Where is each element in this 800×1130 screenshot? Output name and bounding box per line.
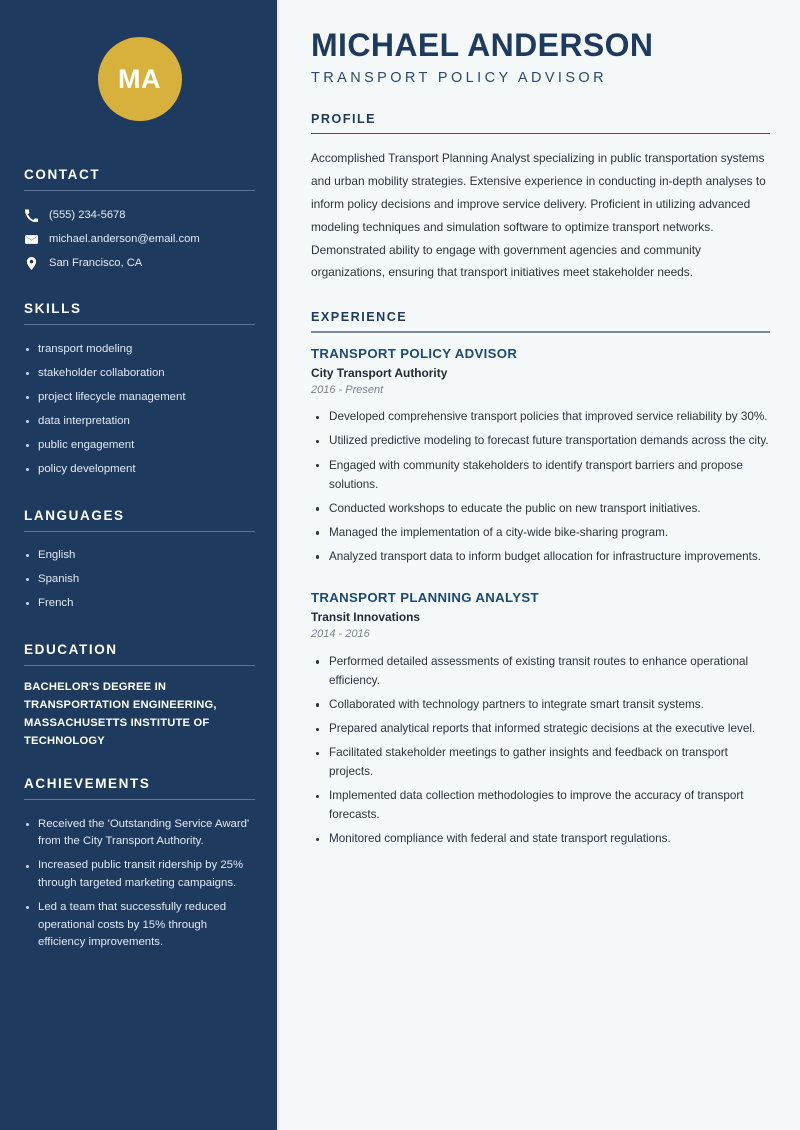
avatar: MA (98, 37, 182, 121)
job-dates: 2016 - Present (311, 383, 384, 396)
contact-item-email[interactable] (24, 227, 255, 251)
contact-item-phone[interactable] (24, 203, 255, 227)
page-title: MICHAEL ANDERSON (311, 27, 654, 63)
experience-entry (311, 346, 770, 568)
list-item: policy development (24, 458, 255, 482)
list-item: stakeholder collaboration (24, 361, 255, 385)
phone-icon (24, 209, 38, 222)
skills-divider (24, 324, 255, 325)
achievements-heading: ACHIEVEMENTS (24, 776, 151, 792)
job-bullets (311, 405, 770, 568)
list-item: Collaborated with technology partners to integrate smart transit systems. (311, 692, 770, 716)
list-item: data interpretation (24, 409, 255, 433)
job-company: Transit Innovations (311, 610, 421, 625)
list-item: English (24, 544, 255, 568)
list-item: Engaged with community stakeholders to identify transport barriers and propose solutions. (311, 453, 770, 496)
achievements-list (24, 812, 255, 955)
list-item: project lifecycle management (24, 385, 255, 409)
profile-text: Accomplished Transport Planning Analyst specializing in public transportation systems and urban mobility strategies. Extensive experience in conducting in-depth analyses to inform policy decisions and improve service delivery. Proficient in utilizing advanced modeling techniques and simulation software to optimize transport networks. Demonstrated ability to engage with government agencies and community organizations, ensuring that transport initiatives meet stakeholder needs. (311, 151, 766, 280)
profile-divider (311, 133, 770, 134)
list-item: Performed detailed assessments of existing transit routes to enhance operational efficiency. (311, 649, 770, 692)
headline-role: TRANSPORT POLICY ADVISOR (311, 69, 607, 86)
list-item: Developed comprehensive transport policies that improved service reliability by 30%. (311, 405, 770, 429)
education-heading: EDUCATION (24, 641, 118, 657)
contact-location-value: San Francisco, CA (49, 256, 143, 269)
languages-list (24, 544, 255, 616)
languages-section (24, 508, 255, 616)
skills-section (24, 301, 255, 481)
list-item: Received the 'Outstanding Service Award' from the City Transport Authority. (24, 812, 255, 854)
list-item: Monitored compliance with federal and state transport regulations. (311, 827, 770, 851)
list-item: French (24, 592, 255, 616)
avatar-wrap (24, 0, 255, 131)
skills-heading: SKILLS (24, 301, 82, 317)
job-company: City Transport Authority (311, 365, 448, 380)
contact-divider (24, 190, 255, 191)
job-title: TRANSPORT POLICY ADVISOR (311, 345, 518, 361)
list-item: Led a team that successfully reduced operational costs by 15% through efficiency improvements. (24, 896, 255, 955)
job-title: TRANSPORT PLANNING ANALYST (311, 590, 539, 606)
contact-section (24, 167, 255, 275)
list-item: Managed the implementation of a city-wide bike-sharing program. (311, 520, 770, 544)
contact-heading: CONTACT (24, 167, 101, 182)
experience-divider (311, 331, 770, 333)
sidebar (0, 0, 279, 1130)
envelope-icon (24, 233, 38, 246)
experience-heading: EXPERIENCE (311, 310, 408, 325)
job-bullets (311, 649, 770, 851)
education-degree: BACHELOR'S DEGREE IN TRANSPORTATION ENGINEERING, MASSACHUSETTS INSTITUTE OF TECHNOLOGY (24, 680, 217, 748)
achievements-section (24, 776, 255, 955)
list-item: Spanish (24, 568, 255, 592)
education-divider (24, 665, 255, 666)
location-pin-icon (24, 257, 38, 270)
contact-email-value: michael.anderson@email.com (49, 232, 200, 245)
skills-list (24, 337, 255, 481)
list-item: Implemented data collection methodologies to improve the accuracy of transport forecasts. (311, 784, 770, 827)
achievements-divider (24, 799, 255, 800)
main-column (279, 0, 800, 1130)
list-item: transport modeling (24, 337, 255, 361)
education-section (24, 642, 255, 751)
list-item: public engagement (24, 434, 255, 458)
contact-list (24, 203, 255, 275)
contact-phone-value: (555) 234-5678 (49, 208, 126, 221)
profile-section (311, 112, 770, 284)
list-item: Increased public transit ridership by 25% through targeted marketing campaigns. (24, 854, 255, 896)
list-item: Analyzed transport data to inform budget allocation for infrastructure improvements. (311, 544, 770, 568)
list-item: Prepared analytical reports that informed strategic decisions at the executive level. (311, 717, 770, 741)
job-dates: 2014 - 2016 (311, 628, 370, 641)
experience-entry (311, 590, 770, 851)
experience-section (311, 310, 770, 851)
list-item: Utilized predictive modeling to forecast future transportation demands across the city. (311, 429, 770, 453)
languages-divider (24, 531, 255, 532)
profile-heading: PROFILE (311, 111, 377, 126)
languages-heading: LANGUAGES (24, 507, 125, 523)
contact-item-location[interactable] (24, 251, 255, 275)
list-item: Facilitated stakeholder meetings to gather insights and feedback on transport projects. (311, 741, 770, 784)
list-item: Conducted workshops to educate the public on new transport initiatives. (311, 496, 770, 520)
